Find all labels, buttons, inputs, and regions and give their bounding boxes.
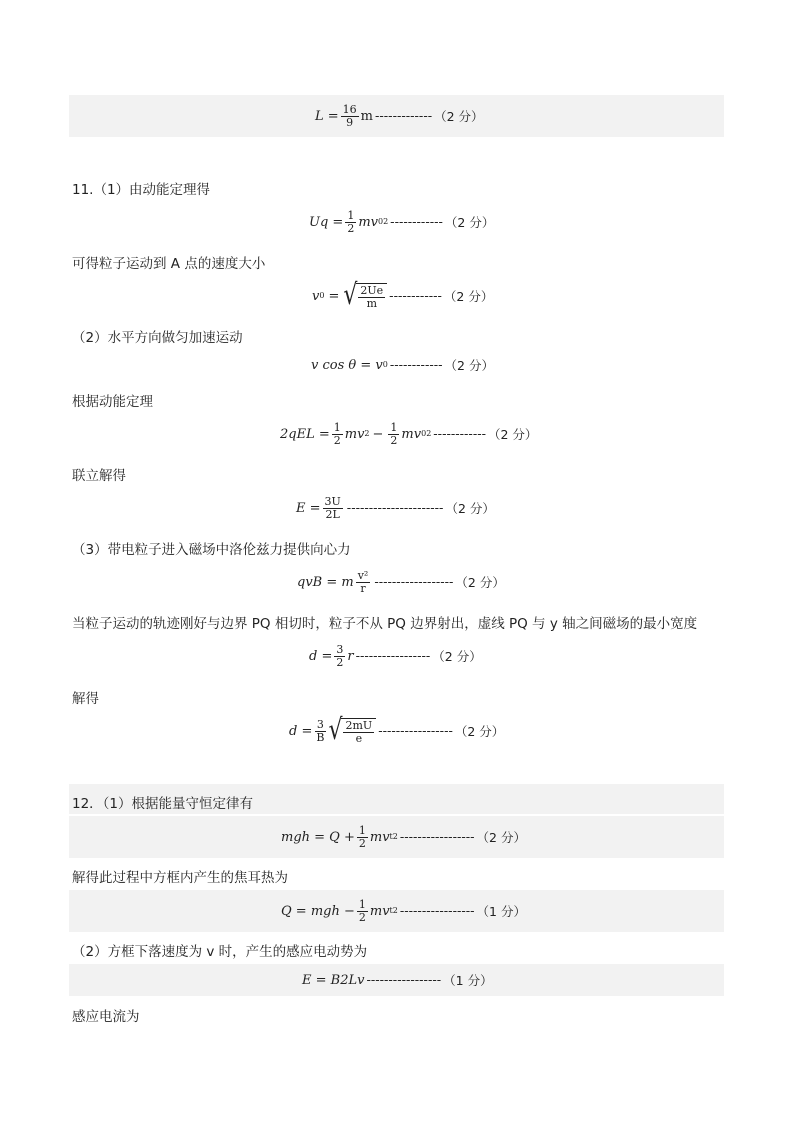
fraction: $\frac{16}{9}$ <box>342 102 357 129</box>
score-label: （2 分） <box>434 109 484 124</box>
equation-mgh: mgh = Q + $\frac{1}{2}$ mv t 2 ----------------- （2 分） <box>281 823 526 850</box>
text-line: （2）方框下落速度为 v 时，产生的感应电动势为 <box>72 944 368 960</box>
text-line: 解得 <box>72 691 99 707</box>
equation-Q: Q = mgh − $\frac{1}{2}$ mv t 2 ----------------- （1 分） <box>281 897 526 924</box>
text-line: 感应电流为 <box>72 1009 140 1025</box>
score-label: （1 分） <box>443 973 493 988</box>
eq-lhs: L = <box>315 108 339 124</box>
text-line: 解得此过程中方框内产生的焦耳热为 <box>72 870 288 886</box>
dash-line: ------------ <box>389 357 443 373</box>
equation-E: E = $\frac{3U}{2L}$ ---------------------- （2 分） <box>296 494 495 521</box>
text-line: 当粒子运动的轨迹刚好与边界 PQ 相切时，粒子不从 PQ 边界射出，虚线 PQ 与 y 轴之间磁场的最小宽度 <box>72 616 698 632</box>
text-line: 可得粒子运动到 A 点的速度大小 <box>72 256 266 272</box>
score-label: （1 分） <box>476 904 526 919</box>
equation-E2: E = B2Lv ----------------- （1 分） <box>302 972 493 988</box>
dash-line: ---------------------- <box>346 500 444 516</box>
question-12-heading: 12．（1）根据能量守恒定律有 <box>72 796 254 812</box>
square-root: √ $\frac{2Ue}{m}$ <box>343 283 387 310</box>
score-label: （2 分） <box>476 830 526 845</box>
text-line: （3）带电粒子进入磁场中洛伦兹力提供向心力 <box>72 542 351 558</box>
score-label: （2 分） <box>443 289 494 304</box>
equation-Uq: Uq = $\frac{1}{2}$ mv 0 2 ------------ （2 分） <box>309 208 495 235</box>
equation-L <box>315 98 484 134</box>
score-label: （2 分） <box>455 575 505 590</box>
score-label: （2 分） <box>454 724 505 739</box>
equation-vcos: v cos θ = v 0 ------------ （2 分） <box>311 357 494 373</box>
score-label: （2 分） <box>445 501 495 516</box>
score-label: （2 分） <box>444 215 495 230</box>
dash-line: ----------------- <box>399 903 475 919</box>
question-11-heading: 11.（1）由动能定理得 <box>72 182 211 198</box>
eq-unit: m <box>360 108 373 124</box>
text-line: 根据动能定理 <box>72 394 153 410</box>
dash-line: ------------- <box>375 108 433 124</box>
score-label: （2 分） <box>444 358 494 373</box>
dash-line: ------------ <box>389 288 442 304</box>
text-line: （2）水平方向做匀加速运动 <box>72 330 243 346</box>
dash-line: ----------------- <box>378 723 453 739</box>
equation-v0: v 0 = √ $\frac{2Ue}{m}$ ------------ （2 分） <box>312 279 494 312</box>
score-label: （2 分） <box>432 649 482 664</box>
dash-line: ----------------- <box>366 972 442 988</box>
dash-line: ------------------ <box>374 574 454 590</box>
dash-line: ----------------- <box>399 829 475 845</box>
equation-d1: d = $\frac{3}{2}$ r ----------------- （2 分） <box>309 642 482 669</box>
equation-qvB: qvB = m $\frac{\text{v²}}{r}$ ------------------ （2 分） <box>297 568 505 595</box>
dash-line: ----------------- <box>355 648 431 664</box>
score-label: （2 分） <box>488 427 538 442</box>
text-line: 联立解得 <box>72 468 126 484</box>
fraction: $\frac{1}{2}$ <box>347 208 355 235</box>
dash-line: ------------ <box>433 426 486 442</box>
equation-d2: d = $\frac{3}{B}$ √ $\frac{2mU}{e}$ ----------------- （2 分） <box>289 714 505 747</box>
square-root: √ $\frac{2mU}{e}$ <box>328 718 376 745</box>
dash-line: ------------ <box>390 214 443 230</box>
equation-2qEL: 2qEL = $\frac{1}{2}$ mv 2 − $\frac{1}{2}$ mv 0 2 ------------ （2 分） <box>280 420 538 447</box>
